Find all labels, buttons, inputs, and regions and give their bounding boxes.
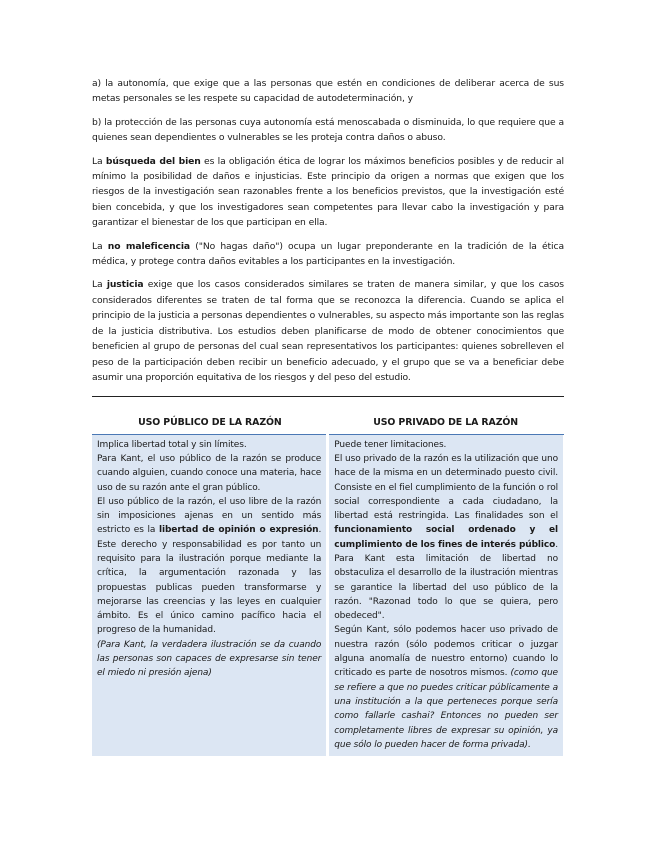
cell-text xyxy=(97,495,321,638)
cell-uso-privado xyxy=(328,434,564,756)
paragraph-busqueda-del-bien xyxy=(92,154,564,231)
text-run: El uso privado de la razón es la utilización que uno hace de la misma en un determinado puesto civil. Consiste en el fiel cumplimiento de la función o rol social correspondiente a cada ciudadano, la libertad está restringida. Las finalidades son el xyxy=(334,453,558,522)
term-busqueda-del-bien: búsqueda del bien xyxy=(105,155,201,167)
cell-text xyxy=(334,623,558,752)
text-run: Según Kant, sólo podemos hacer uso privado de nuestra razón (sólo podemos criticar o juzgar alguna anomalía de nuestro entorno) cuando lo criticado es parte de nosotros mismos. xyxy=(334,625,558,679)
text-run: La xyxy=(92,279,107,291)
header-uso-privado: USO PRIVADO DE LA RAZÓN xyxy=(328,413,564,434)
text-run: . Este derecho y responsabilidad es por tanto un requisito para la ilustración porque mediante la crítica, la argumentación razonada y las propuestas publicas pueden transformarse y mejorarse las creencias y las leyes en cualquier ámbito. Es el único camino pacífico hacia el progreso de la humanidad. xyxy=(97,525,322,636)
term-no-maleficencia: no maleficencia xyxy=(107,240,191,252)
table-row xyxy=(92,434,564,756)
document-page xyxy=(92,76,564,756)
cell-text: Implica libertad total y sin límites. xyxy=(97,439,247,450)
cell-note: (como que se refiere a que no puedes criticar públicamente a una institución a la que perteneces porque sería como fallarle cashai? Entonces no pueden ser completamente libres de expresar su opinión, ya que sólo lo pueden hacer de forma privada). xyxy=(334,668,558,750)
text-run: es la obligación ética de lograr los máximos beneficios posibles y de reducir al mínimo la posibilidad de daños e injusticias. Este principio da origen a normas que exigen que los riesgos de la investigación sean razonables frente a los beneficios previstos, que la investigación esté bien concebida, y que los investigadores sean competentes para llevar cabo la investigación y para garantizar el bienestar de los que participan en ella. xyxy=(92,155,564,229)
term-justicia: justicia xyxy=(106,279,144,291)
text-run: . Para Kant esta limitación de libertad no obstaculiza el desarrollo de la ilustración mientras se garantice la libertad del uso público de la razón. "Razonad todo lo que se quiera, pero obedeced". xyxy=(334,539,558,622)
text-run: La xyxy=(92,240,108,252)
cell-text xyxy=(334,452,558,624)
text-run: ("No hagas daño") ocupa un lugar preponderante en la tradición de la ética médica, y protege contra daños evitables a los participantes en la investigación. xyxy=(92,240,564,268)
table-header-row xyxy=(92,413,564,434)
text-run: exige que los casos considerados similares se traten de manera similar, y que los casos considerados diferentes se traten de tal forma que se reconozca la diferencia. Cuando se aplica el principio de la justicia a personas dependientes o vulnerables, su aspecto más importante son las reglas de la justicia distributiva. Los estudios deben planificarse de modo de obtener conocimientos que beneficien al grupo de personas del cual sean representativos los participantes: quienes sobrelleven el peso de la participación deben recibir un beneficio adecuado, y el grupo que se va a beneficiar debe asumir una proporción equitativa de los riesgos y del peso del estudio. xyxy=(92,279,564,383)
header-uso-publico: USO PÚBLICO DE LA RAZÓN xyxy=(92,413,328,434)
cell-text: Puede tener limitaciones. xyxy=(334,439,447,450)
term-funcionamiento-social: funcionamiento social ordenado y el cumplimiento de los fines de interés público xyxy=(334,525,558,550)
horizontal-divider xyxy=(92,396,564,397)
text-run: La xyxy=(92,155,106,167)
term-libertad-opinion: libertad de opinión o expresión xyxy=(159,525,319,536)
cell-text: Para Kant, el uso público de la razón se produce cuando alguien, cuando conoce una materia, hace uso de su razón ante el gran público. xyxy=(97,453,322,493)
paragraph-justicia xyxy=(92,277,564,385)
comparison-table xyxy=(92,413,564,756)
paragraph-proteccion: b) la protección de las personas cuya autonomía está menoscabada o disminuida, lo que requiere que a quienes sean dependientes o vulnerables se les proteja contra daños o abuso. xyxy=(92,116,564,144)
paragraph-autonomia: a) la autonomía, que exige que a las personas que estén en condiciones de deliberar acerca de sus metas personales se les respete su capacidad de autodeterminación, y xyxy=(92,78,564,105)
paragraph-no-maleficencia xyxy=(92,239,564,270)
text-run: El uso público de la razón, el uso libre de la razón sin imposiciones ajenas en un sentido más estricto es la xyxy=(97,496,322,536)
cell-note: (Para Kant, la verdadera ilustración se da cuando las personas son capaces de expresarse sin tener el miedo ni presión ajena) xyxy=(97,639,322,679)
cell-uso-publico xyxy=(92,434,328,756)
